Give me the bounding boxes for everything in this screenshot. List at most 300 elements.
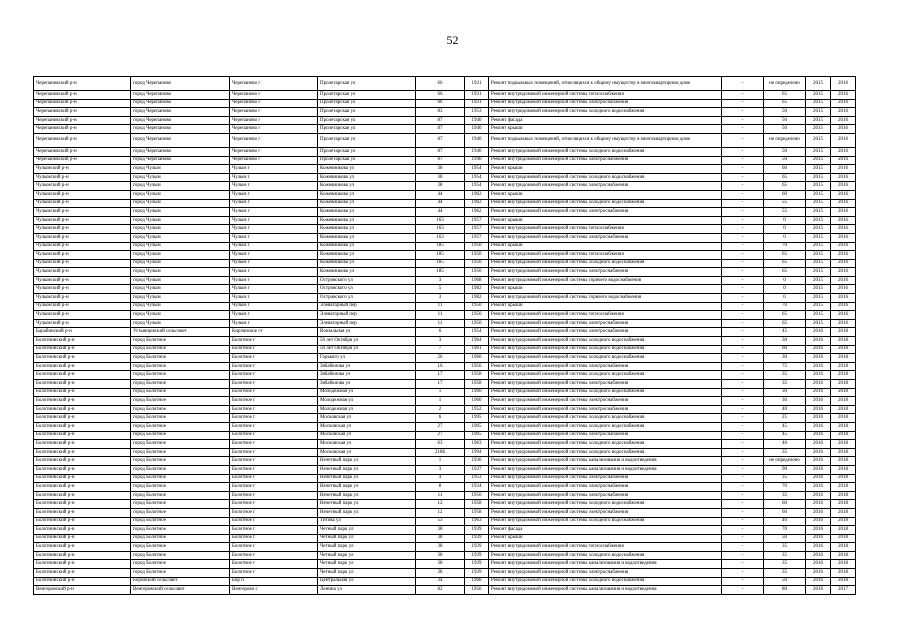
cell-municipality: город Болотное (131, 448, 230, 457)
cell-cost: 65 (764, 311, 806, 320)
cell-work-type: Ремонт внутридомовой инженерной системы холодного водоснабжения (489, 199, 722, 208)
cell-house-number: 38 (416, 551, 465, 560)
cell-year-start: 2015 (806, 182, 831, 191)
cell-cost: 60 (764, 345, 806, 354)
cell-cost: 50 (764, 577, 806, 586)
table-row (34, 371, 856, 380)
cell-cost: 35 (764, 380, 806, 389)
cell-work-type: Ремонт внутридомовой инженерной системы холодного водоснабжения (489, 108, 722, 117)
cell-work-type: Ремонт внутридомовой инженерной системы канализования и водоотведения (489, 586, 722, 595)
cell-year-start: 2016 (806, 405, 831, 414)
cell-work-type: Ремонт внутридомовой инженерной системы электроснабжения (489, 483, 722, 492)
cell-dash: - (722, 99, 764, 108)
cell-street: Титова ул (318, 517, 416, 526)
cell-year-end: 2016 (831, 285, 856, 294)
cell-district: Болотнинский р-н (34, 397, 131, 406)
cell-settlement: Венгерово с (230, 586, 318, 595)
cell-year-end: 2018 (831, 371, 856, 380)
cell-street: Островского ул (318, 276, 416, 285)
table-row (34, 577, 856, 586)
cell-municipality: город Черепаново (131, 116, 230, 125)
cell-municipality: Устьянцевский сельсовет (131, 328, 230, 337)
cell-district: Чулымский р-н (34, 165, 131, 174)
cell-build-year: 1940 (465, 116, 489, 125)
cell-dash: - (722, 534, 764, 543)
cell-district: Чулымский р-н (34, 173, 131, 182)
cell-district: Болотнинский р-н (34, 362, 131, 371)
cell-street: Московская ул (318, 448, 416, 457)
cell-district: Чулымский р-н (34, 311, 131, 320)
table-row (34, 354, 856, 363)
cell-year-start: 2015 (806, 259, 831, 268)
table-row (34, 208, 856, 217)
cell-dash: - (722, 91, 764, 100)
cell-build-year: 1954 (465, 165, 489, 174)
cell-street: Молодежная ул (318, 405, 416, 414)
cell-year-start: 2016 (806, 371, 831, 380)
cell-year-end: 2016 (831, 108, 856, 117)
cell-municipality: город Болотное (131, 491, 230, 500)
cell-street: Молодежная ул (318, 388, 416, 397)
cell-settlement: Болотное г (230, 483, 318, 492)
cell-cost: 70 (764, 242, 806, 251)
cell-street: Пролетарская ул (318, 116, 416, 125)
table-row (34, 233, 856, 242)
cell-year-end: 2018 (831, 491, 856, 500)
cell-build-year: 1968 (465, 577, 489, 586)
cell-street: Пролетарская ул (318, 133, 416, 147)
cell-cost: 0 (764, 294, 806, 303)
cell-municipality: Венгеровский сельсовет (131, 586, 230, 595)
cell-build-year: 1954 (465, 182, 489, 191)
cell-house-number: 3 (416, 337, 465, 346)
cell-district: Болотнинский р-н (34, 569, 131, 578)
cell-cost: 0 (764, 216, 806, 225)
table-row (34, 543, 856, 552)
cell-street: Пролетарская ул (318, 147, 416, 156)
cell-year-end: 2016 (831, 251, 856, 260)
cell-year-end: 2018 (831, 474, 856, 483)
cell-settlement: Кирзинское ст (230, 328, 318, 337)
cell-house-number: 38 (416, 543, 465, 552)
cell-street: Пролетарская ул (318, 77, 416, 91)
cell-street: Кожевникова ул (318, 268, 416, 277)
cell-dash: - (722, 311, 764, 320)
cell-dash: - (722, 225, 764, 234)
table-row (34, 182, 856, 191)
cell-cost: 60 (764, 508, 806, 517)
cell-cost: 70 (764, 302, 806, 311)
cell-year-end: 2018 (831, 560, 856, 569)
cell-work-type: Ремонт внутридомовой инженерной системы холодного водоснабжения (489, 577, 722, 586)
cell-settlement: Болотное г (230, 371, 318, 380)
cell-house-number: 16 (416, 362, 465, 371)
cell-street: Нечетный парк ул (318, 500, 416, 509)
cell-cost: 35 (764, 569, 806, 578)
cell-year-end: 2018 (831, 483, 856, 492)
cell-work-type: Ремонт подвальных помещений, относящихся к общему имуществу в многоквартирном доме (489, 77, 722, 91)
cell-house-number: 185 (416, 268, 465, 277)
cell-cost: 35 (764, 560, 806, 569)
cell-house-number: 26 (416, 354, 465, 363)
cell-dash: - (722, 108, 764, 117)
cell-municipality: город Болотное (131, 431, 230, 440)
cell-year-end: 2016 (831, 319, 856, 328)
cell-year-end: 2018 (831, 457, 856, 466)
cell-dash: - (722, 543, 764, 552)
cell-dash: - (722, 125, 764, 134)
table-row (34, 108, 856, 117)
cell-build-year: 1956 (465, 586, 489, 595)
cell-settlement: Болотное г (230, 491, 318, 500)
cell-cost: 50 (764, 125, 806, 134)
cell-year-start: 2016 (806, 586, 831, 595)
cell-settlement: Чулым г (230, 259, 318, 268)
table-row (34, 99, 856, 108)
cell-house-number: 1 (416, 397, 465, 406)
cell-house-number: 163 (416, 216, 465, 225)
cell-settlement: Болотное г (230, 508, 318, 517)
cell-build-year: 1965 (465, 422, 489, 431)
cell-work-type: Ремонт крыши (489, 302, 722, 311)
cell-dash: - (722, 405, 764, 414)
cell-dash: - (722, 251, 764, 260)
cell-dash: - (722, 216, 764, 225)
cell-build-year: 1931 (465, 77, 489, 91)
cell-work-type: Ремонт внутридомовой инженерной системы холодного водоснабжения (489, 345, 722, 354)
cell-year-start: 2016 (806, 448, 831, 457)
cell-settlement: Болотное г (230, 354, 318, 363)
cell-dash: - (722, 345, 764, 354)
table-row (34, 216, 856, 225)
cell-build-year: 1965 (465, 431, 489, 440)
table-row (34, 483, 856, 492)
cell-work-type: Ремонт внутридомовой инженерной системы горячего водоснабжения (489, 294, 722, 303)
cell-work-type: Ремонт внутридомовой инженерной системы горячего водоснабжения (489, 276, 722, 285)
cell-cost: 40 (764, 440, 806, 449)
table-row (34, 440, 856, 449)
cell-house-number: 27 (416, 431, 465, 440)
cell-settlement: Чулым г (230, 302, 318, 311)
cell-dash: - (722, 551, 764, 560)
cell-district: Болотнинский р-н (34, 354, 131, 363)
cell-district: Черепановский р-н (34, 77, 131, 91)
table-body (34, 77, 856, 595)
cell-year-end: 2016 (831, 311, 856, 320)
cell-cost: 65 (764, 319, 806, 328)
cell-year-start: 2015 (806, 125, 831, 134)
cell-street: Четный парк ул (318, 534, 416, 543)
cell-year-start: 2015 (806, 173, 831, 182)
cell-settlement: Чулым г (230, 319, 318, 328)
cell-settlement: Болотное г (230, 405, 318, 414)
cell-house-number: 11 (416, 491, 465, 500)
table-row (34, 431, 856, 440)
cell-dash: - (722, 165, 764, 174)
cell-municipality: город Черепаново (131, 99, 230, 108)
cell-dash: - (722, 77, 764, 91)
cell-dash: - (722, 133, 764, 147)
cell-work-type: Ремонт внутридомовой инженерной системы теплоснабжения (489, 225, 722, 234)
cell-municipality: город Чулым (131, 251, 230, 260)
cell-street: Московская ул (318, 440, 416, 449)
cell-dash: - (722, 457, 764, 466)
cell-dash: - (722, 116, 764, 125)
cell-municipality: город Черепаново (131, 108, 230, 117)
cell-year-end: 2016 (831, 77, 856, 91)
table-row (34, 294, 856, 303)
cell-house-number: 66 (416, 91, 465, 100)
cell-year-start: 2016 (806, 474, 831, 483)
cell-house-number: 7 (416, 345, 465, 354)
cell-cost: 30 (764, 354, 806, 363)
cell-build-year: 1958 (465, 371, 489, 380)
table-row (34, 448, 856, 457)
cell-year-end: 2018 (831, 388, 856, 397)
cell-cost: 25 (764, 414, 806, 423)
cell-cost: не определено (764, 133, 806, 147)
cell-work-type: Ремонт внутридомовой инженерной системы электроснабжения (489, 328, 722, 337)
cell-work-type: Ремонт внутридомовой инженерной системы теплоснабжения (489, 251, 722, 260)
cell-house-number: 4 (416, 474, 465, 483)
cell-street: Пролетарская ул (318, 156, 416, 165)
cell-dash: - (722, 397, 764, 406)
cell-year-start: 2015 (806, 319, 831, 328)
cell-year-start: 2016 (806, 431, 831, 440)
cell-municipality: город Болотное (131, 474, 230, 483)
cell-dash: - (722, 388, 764, 397)
cell-house-number: 11 (416, 319, 465, 328)
cell-work-type: Ремонт крыши (489, 216, 722, 225)
cell-municipality: город Черепаново (131, 133, 230, 147)
cell-municipality: город Чулым (131, 216, 230, 225)
table-row (34, 560, 856, 569)
cell-year-end: 2016 (831, 125, 856, 134)
cell-municipality: город Черепаново (131, 91, 230, 100)
table-row (34, 414, 856, 423)
cell-year-start: 2016 (806, 491, 831, 500)
cell-build-year: 1964 (465, 337, 489, 346)
cell-year-end: 2016 (831, 233, 856, 242)
cell-work-type: Ремонт крыши (489, 285, 722, 294)
cell-district: Болотнинский р-н (34, 551, 131, 560)
cell-year-end: 2018 (831, 577, 856, 586)
table-row (34, 362, 856, 371)
cell-year-end: 2016 (831, 276, 856, 285)
table-row (34, 526, 856, 535)
cell-district: Болотнинский р-н (34, 448, 131, 457)
cell-dash: - (722, 380, 764, 389)
table-row (34, 173, 856, 182)
cell-district: Болотнинский р-н (34, 337, 131, 346)
cell-house-number: 163 (416, 225, 465, 234)
cell-district: Чулымский р-н (34, 225, 131, 234)
table-row (34, 125, 856, 134)
cell-year-end: 2018 (831, 448, 856, 457)
cell-year-start: 2016 (806, 543, 831, 552)
cell-house-number: 185 (416, 242, 465, 251)
cell-municipality: город Болотное (131, 517, 230, 526)
cell-work-type: Ремонт внутридомовой инженерной системы электроснабжения (489, 508, 722, 517)
cell-settlement: Болотное г (230, 431, 318, 440)
table-row (34, 491, 856, 500)
cell-street: Четный парк ул (318, 543, 416, 552)
cell-work-type: Ремонт внутридомовой инженерной системы канализования и водоотведения (489, 560, 722, 569)
cell-house-number: 83 (416, 108, 465, 117)
table-row (34, 388, 856, 397)
cell-house-number: 38 (416, 560, 465, 569)
cell-municipality: город Болотное (131, 380, 230, 389)
table-row (34, 397, 856, 406)
cell-municipality: город Болотное (131, 483, 230, 492)
cell-street: Зябабкнова ул (318, 362, 416, 371)
cell-district: Болотнинский р-н (34, 483, 131, 492)
cell-year-start: 2016 (806, 526, 831, 535)
cell-build-year: 1950 (465, 268, 489, 277)
cell-street: Кожевникова ул (318, 216, 416, 225)
cell-dash: - (722, 517, 764, 526)
cell-street: Нечетный парк ул (318, 491, 416, 500)
cell-house-number: 11 (416, 302, 465, 311)
cell-municipality: город Черепаново (131, 147, 230, 156)
cell-street: Элеваторный пер (318, 319, 416, 328)
cell-build-year: 1982 (465, 294, 489, 303)
cell-year-end: 2018 (831, 380, 856, 389)
cell-year-end: 2018 (831, 431, 856, 440)
cell-district: Болотнинский р-н (34, 500, 131, 509)
cell-dash: - (722, 276, 764, 285)
cell-street: Нечетный парк ул (318, 465, 416, 474)
cell-settlement: Болотное г (230, 517, 318, 526)
cell-municipality: город Черепаново (131, 77, 230, 91)
cell-build-year: 1939 (465, 543, 489, 552)
table-row (34, 569, 856, 578)
cell-cost: 40 (764, 517, 806, 526)
cell-work-type: Ремонт внутридомовой инженерной системы электроснабжения (489, 397, 722, 406)
cell-dash: - (722, 483, 764, 492)
cell-municipality: город Чулым (131, 319, 230, 328)
table-row (34, 302, 856, 311)
repair-schedule-table (33, 76, 856, 595)
cell-municipality: город Чулым (131, 225, 230, 234)
cell-work-type: Ремонт крыши (489, 190, 722, 199)
table-row (34, 422, 856, 431)
cell-house-number: 87 (416, 116, 465, 125)
table-row (34, 91, 856, 100)
cell-work-type: Ремонт внутридомовой инженерной системы электроснабжения (489, 569, 722, 578)
cell-work-type: Ремонт внутридомовой инженерной системы холодного водоснабжения (489, 388, 722, 397)
cell-cost: 65 (764, 182, 806, 191)
cell-municipality: город Чулым (131, 285, 230, 294)
cell-cost: не определено (764, 457, 806, 466)
cell-street: Московская ул (318, 414, 416, 423)
cell-build-year: 1956 (465, 362, 489, 371)
cell-year-start: 2016 (806, 500, 831, 509)
cell-district: Болотнинский р-н (34, 526, 131, 535)
cell-house-number: 82 (416, 586, 465, 595)
cell-settlement: Болотное г (230, 465, 318, 474)
cell-street: Четный парк ул (318, 560, 416, 569)
cell-year-start: 2015 (806, 208, 831, 217)
page-number: 52 (446, 33, 459, 47)
cell-municipality: город Болотное (131, 397, 230, 406)
cell-year-end: 2018 (831, 328, 856, 337)
cell-cost: 60 (764, 190, 806, 199)
cell-municipality: город Чулым (131, 276, 230, 285)
cell-settlement: Черепаново г (230, 116, 318, 125)
table-row (34, 534, 856, 543)
cell-work-type: Ремонт внутридомовой инженерной системы холодного водоснабжения (489, 354, 722, 363)
cell-municipality: город Болотное (131, 508, 230, 517)
cell-cost: 35 (764, 474, 806, 483)
cell-district: Черепановский р-н (34, 91, 131, 100)
cell-settlement: Чулым г (230, 268, 318, 277)
cell-district: Черепановский р-н (34, 156, 131, 165)
cell-build-year: 1950 (465, 311, 489, 320)
cell-work-type: Ремонт подвальных помещений, относящихся к общему имуществу в многоквартирном доме (489, 133, 722, 147)
cell-cost: 65 (764, 251, 806, 260)
cell-municipality: город Болотное (131, 457, 230, 466)
cell-settlement: Болотное г (230, 560, 318, 569)
cell-build-year: 1950 (465, 302, 489, 311)
cell-year-end: 2016 (831, 208, 856, 217)
cell-district: Черепановский р-н (34, 116, 131, 125)
cell-year-end: 2018 (831, 354, 856, 363)
cell-year-end: 2016 (831, 133, 856, 147)
cell-year-start: 2015 (806, 302, 831, 311)
cell-build-year: 1939 (465, 551, 489, 560)
cell-year-start: 2016 (806, 569, 831, 578)
cell-dash: - (722, 500, 764, 509)
cell-build-year: 1957 (465, 233, 489, 242)
cell-settlement: Болотное г (230, 474, 318, 483)
cell-street: Элеваторный пер (318, 311, 416, 320)
table-row (34, 165, 856, 174)
cell-street: Кожевникова ул (318, 190, 416, 199)
cell-district: Барабинский р-н (34, 328, 131, 337)
table-row (34, 474, 856, 483)
cell-settlement: Чулым г (230, 311, 318, 320)
cell-build-year: 1960 (465, 397, 489, 406)
cell-district: Болотнинский р-н (34, 534, 131, 543)
cell-street: Четный парк ул (318, 551, 416, 560)
cell-cost: 30 (764, 388, 806, 397)
table-row (34, 190, 856, 199)
cell-work-type: Ремонт внутридомовой инженерной системы электроснабжения (489, 233, 722, 242)
cell-municipality: город Черепаново (131, 125, 230, 134)
cell-district: Чулымский р-н (34, 190, 131, 199)
cell-house-number: 185 (416, 251, 465, 260)
cell-district: Чулымский р-н (34, 276, 131, 285)
cell-work-type: Ремонт внутридомовой инженерной системы холодного водоснабжения (489, 414, 722, 423)
cell-municipality: город Болотное (131, 526, 230, 535)
cell-year-end: 2016 (831, 91, 856, 100)
cell-year-start: 2015 (806, 108, 831, 117)
cell-year-end: 2018 (831, 508, 856, 517)
cell-settlement: Болотное г (230, 380, 318, 389)
table-row (34, 268, 856, 277)
cell-district: Чулымский р-н (34, 259, 131, 268)
cell-year-start: 2016 (806, 362, 831, 371)
cell-dash: - (722, 491, 764, 500)
cell-year-end: 2018 (831, 465, 856, 474)
cell-settlement: Чулым г (230, 251, 318, 260)
cell-district: Болотнинский р-н (34, 465, 131, 474)
table-row (34, 328, 856, 337)
cell-district: Черепановский р-н (34, 133, 131, 147)
cell-settlement: Болотное г (230, 414, 318, 423)
cell-house-number: 1 (416, 457, 465, 466)
